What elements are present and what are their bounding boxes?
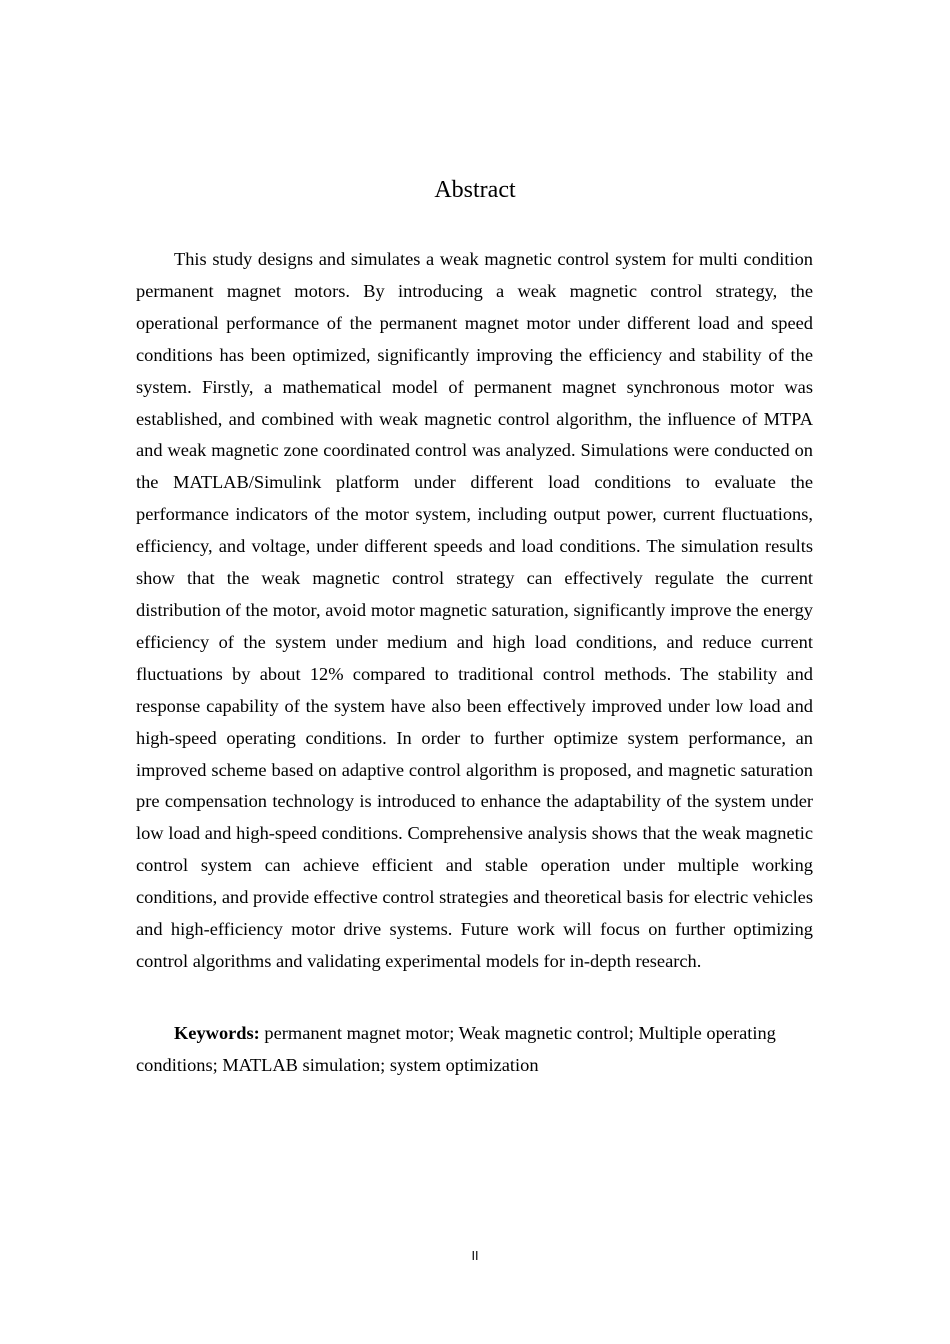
keywords-label: Keywords: xyxy=(174,1023,260,1043)
keywords-paragraph xyxy=(136,1018,813,1082)
page-number: II xyxy=(471,1249,479,1263)
abstract-body: This study designs and simulates a weak magnetic control system for multi condition permanent magnet motors. By introducing a weak magnetic control strategy, the operational performance of the permanent magnet motor under different load and speed conditions has been optimized, significantly improving the efficiency and stability of the system. Firstly, a mathematical model of permanent magnet synchronous motor was established, and combined with weak magnetic control algorithm, the influence of MTPA and weak magnetic zone coordinated control was analyzed. Simulations were conducted on the MATLAB/Simulink platform under different load conditions to evaluate the performance indicators of the motor system, including output power, current fluctuations, efficiency, and voltage, under different speeds and load conditions. The simulation results show that the weak magnetic control strategy can effectively regulate the current distribution of the motor, avoid motor magnetic saturation, significantly improve the energy efficiency of the system under medium and high load conditions, and reduce current fluctuations by about 12% compared to traditional control methods. The stability and response capability of the system have also been effectively improved under low load and high-speed operating conditions. In order to further optimize system performance, an improved scheme based on adaptive control algorithm is proposed, and magnetic saturation pre compensation technology is introduced to enhance the adaptability of the system under low load and high-speed conditions. Comprehensive analysis shows that the weak magnetic control system can achieve efficient and stable operation under multiple working conditions, and provide effective control strategies and theoretical basis for electric vehicles and high-efficiency motor drive systems. Future work will focus on further optimizing control algorithms and validating experimental models for in-depth research. xyxy=(136,249,813,971)
abstract-title: Abstract xyxy=(434,177,516,203)
keywords-text: permanent magnet motor; Weak magnetic control; Multiple operating conditions; MATLAB simulation; system optimization xyxy=(136,1023,776,1075)
